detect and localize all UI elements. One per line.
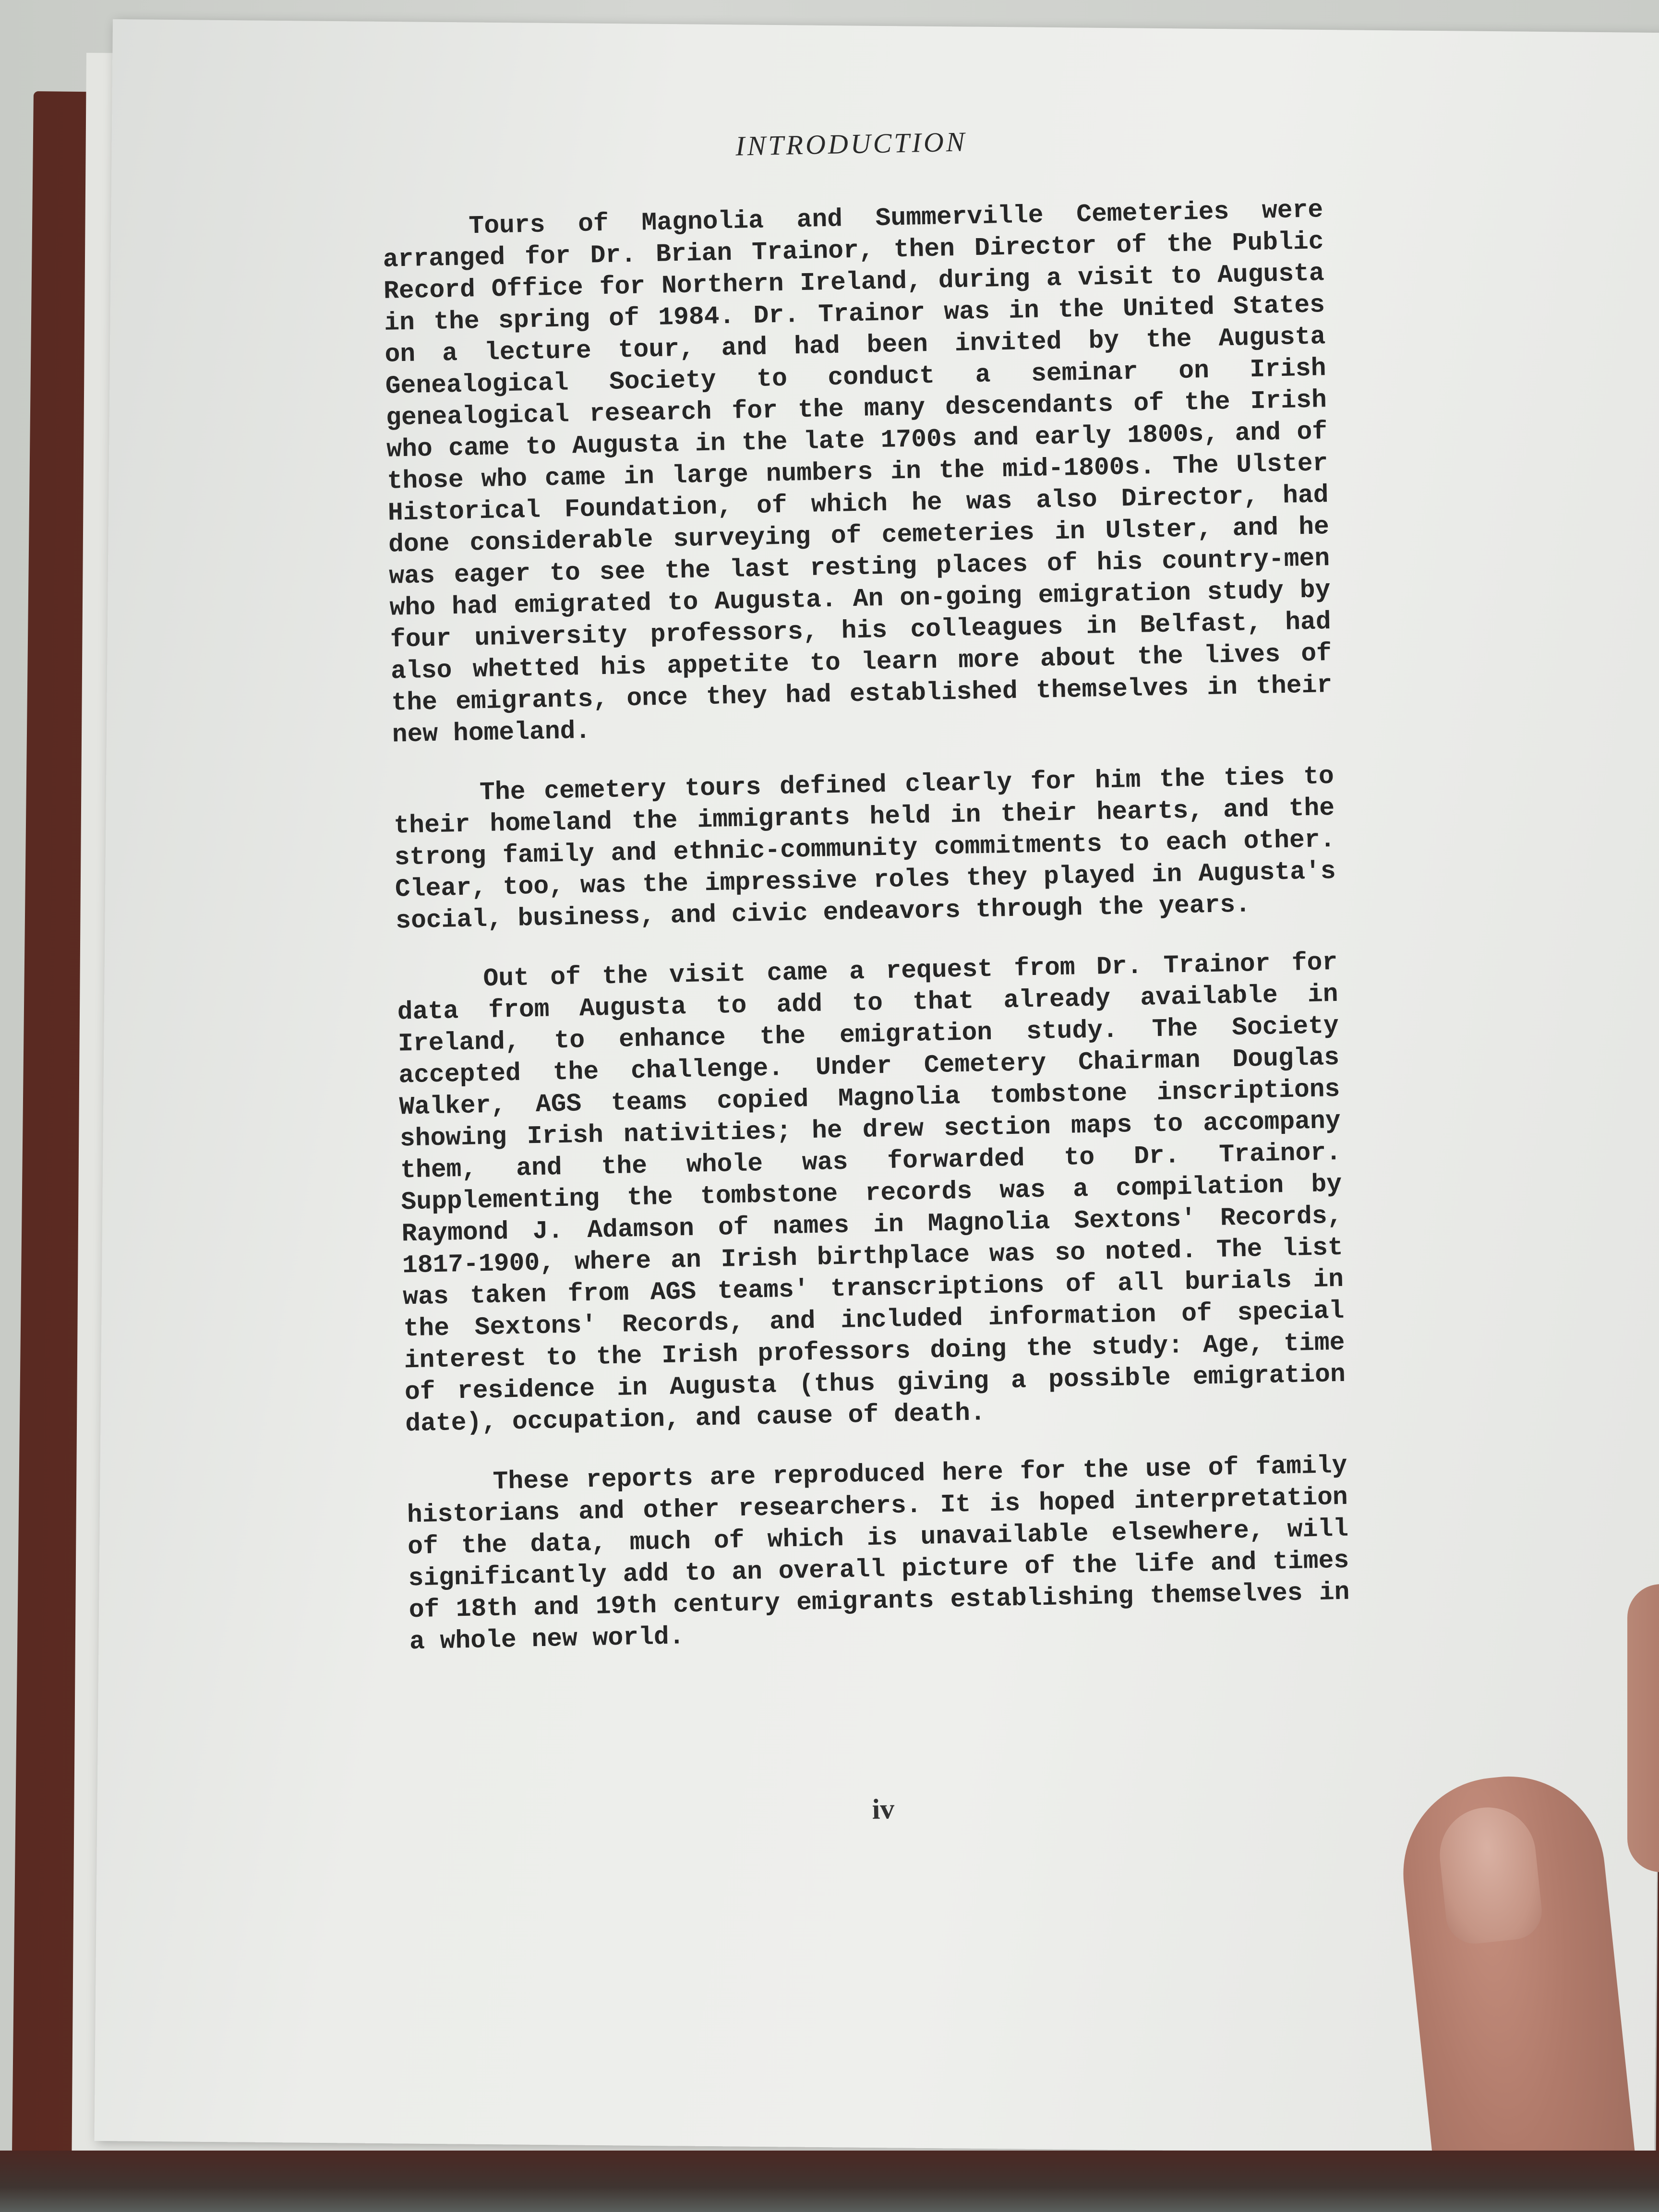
page-text xyxy=(381,119,1354,1835)
paragraph-4: These reports are reproduced here for the use of family historians and other researchers. It is hoped interpretation of the data, much of which is unavailable elsewhere, will significantly add to an overall picture of the life and times of 18th and 19th century emigrants establishing themselves in a whole new world. xyxy=(407,1451,1350,1657)
finger-edge xyxy=(1627,1584,1659,1872)
page-number: iv xyxy=(871,1792,895,1825)
desk-surface xyxy=(0,2151,1659,2212)
paragraph-3: Out of the visit came a request from Dr. Trainor for data from Augusta to add to that already available in Ireland, to enhance the emigration study. The Society accepted the challenge. Under Cemetery Chairman Douglas Walker, AGS teams copied Magnolia tombstone inscriptions showing Irish nativities; he drew section maps to accompany them, and the whole was forwarded to Dr. Trainor. Supplementing the tombstone records was a compilation by Raymond J. Adamson of names in Magnolia Sextons' Records, 1817-1900, where an Irish birthplace was so noted. The list was taken from AGS teams' transcriptions of all burials in the Sextons' Records, and included information of special interest to the Irish professors doing the study: Age, time of residence in Augusta (thus giving a possible emigration date), occupation, and cause of death. xyxy=(397,948,1346,1439)
paragraph-1: Tours of Magnolia and Summerville Cemeteries were arranged for Dr. Brian Trainor, then Director of the Public Record Office for Northern Ireland, during a visit to Augusta in the spring of 1984. Dr. Trainor was in the United States on a lecture tour, and had been invited by the Augusta Genealogical Society to conduct a seminar on Irish genealogical research for the many descendants of the Irish who came to Augusta in the late 1700s and early 1800s, and of those who came in large numbers in the mid-1800s. The Ulster Historical Foundation, of which he was also Director, had done considerable surveying of cemeteries in Ulster, and he was eager to see the last resting places of his country-men who had emigrated to Augusta. An on-going emigration study by four university professors, his colleagues in Belfast, had also whetted his appetite to learn more about the lives of the emigrants, once they had established themselves in their new homeland. xyxy=(383,195,1333,749)
thumbnail xyxy=(1435,1803,1544,1946)
page-heading: INTRODUCTION xyxy=(735,126,968,162)
paragraph-2: The cemetery tours defined clearly for him the ties to their homeland the immigrants held in their hearts, and the strong family and ethnic-community commitments to each other. Clear, too, was the impressive roles they played in Augusta's social, business, and civic endeavors through the years. xyxy=(393,762,1336,936)
